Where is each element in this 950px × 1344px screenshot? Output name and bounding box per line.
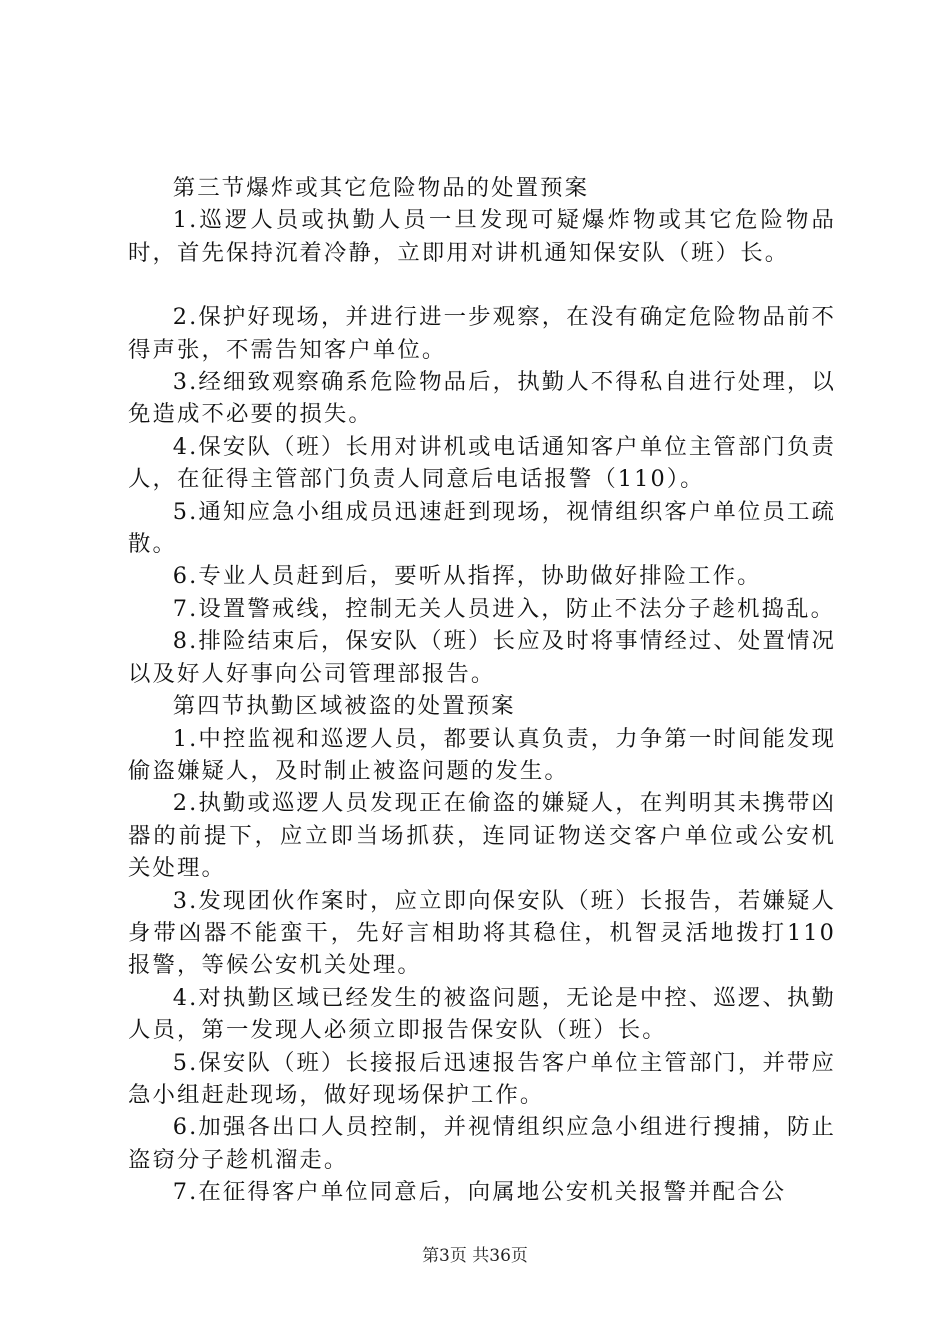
paragraph: 2.执勤或巡逻人员发现正在偷盗的嫌疑人，在判明其未携带凶器的前提下，应立即当场抓获，连同证物送交客户单位或公安机关处理。 [128, 790, 836, 882]
paragraph: 8.排险结束后，保安队（班）长应及时将事情经过、处置情况以及好人好事向公司管理部报告。 [128, 628, 836, 687]
paragraph: 6.加强各出口人员控制，并视情组织应急小组进行搜捕，防止盗窃分子趁机溜走。 [128, 1114, 836, 1173]
paragraph: 3.经细致观察确系危险物品后，执勤人不得私自进行处理，以免造成不必要的损失。 [128, 369, 836, 428]
section-heading-explosives: 第三节爆炸或其它危险物品的处置预案 [172, 175, 590, 201]
paragraph: 3.发现团伙作案时，应立即向保安队（班）长报告，若嫌疑人身带凶器不能蛮干，先好言相助将其稳住，机智灵活地拨打110报警，等候公安机关处理。 [128, 887, 836, 979]
paragraph: 1.巡逻人员或执勤人员一旦发现可疑爆炸物或其它危险物品时，首先保持沉着冷静，立即用对讲机通知保安队（班）长。 [128, 207, 836, 266]
paragraph: 5.通知应急小组成员迅速赶到现场，视情组织客户单位员工疏散。 [128, 498, 836, 558]
paragraph: 7.在征得客户单位同意后，向属地公安机关报警并配合公 [172, 1179, 787, 1206]
paragraph: 7.设置警戒线，控制无关人员进入，防止不法分子趁机捣乱。 [172, 595, 836, 622]
document-body [128, 172, 836, 1209]
paragraph: 5.保安队（班）长接报后迅速报告客户单位主管部门，并带应急小组赶赴现场，做好现场保护工作。 [128, 1049, 836, 1108]
paragraph: 1.中控监视和巡逻人员，都要认真负责，力争第一时间能发现偷盗嫌疑人，及时制止被盗问题的发生。 [128, 725, 836, 784]
section-heading-theft: 第四节执勤区域被盗的处置预案 [172, 693, 516, 720]
page-number-footer: 第3页 共36页 [422, 1246, 528, 1266]
paragraph: 4.保安队（班）长用对讲机或电话通知客户单位主管部门负责人，在征得主管部门负责人同意后电话报警（110）。 [128, 433, 836, 493]
paragraph: 4.对执勤区域已经发生的被盗问题，无论是中控、巡逻、执勤人员，第一发现人必须立即报告保安队（班）长。 [128, 984, 836, 1044]
paragraph: 2.保护好现场，并进行进一步观察，在没有确定危险物品前不得声张，不需告知客户单位。 [128, 304, 836, 363]
paragraph: 6.专业人员赶到后，要听从指挥，协助做好排险工作。 [172, 563, 762, 590]
